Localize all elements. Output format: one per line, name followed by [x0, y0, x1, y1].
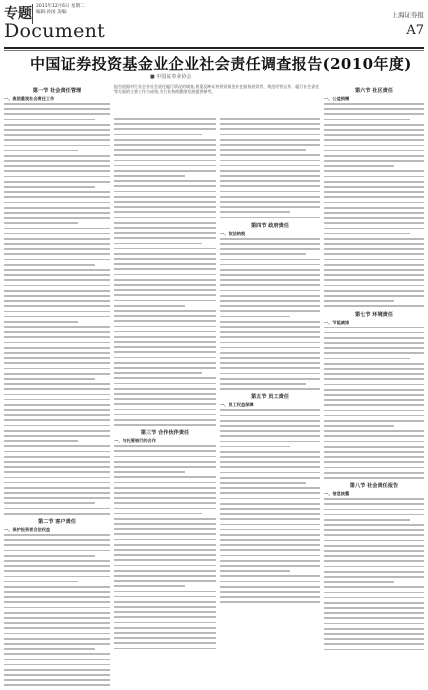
body-text [114, 118, 216, 426]
sub-heading: 一、与托管银行的合作 [114, 438, 156, 444]
sub-heading: 一、公益捐赠 [324, 96, 350, 101]
section-heading: 第六节 社区责任 [354, 88, 394, 94]
section-heading: 第三节 合作伙伴责任 [140, 430, 190, 437]
body-text [324, 103, 424, 307]
body-text [324, 498, 424, 650]
sub-heading: 一、员工权益保障 [220, 402, 254, 408]
editor-line: 编辑:孙国 美编: [36, 9, 68, 15]
section-heading: 第八节 社会责任报告 [349, 483, 399, 490]
intro-paragraph: 报告依据对行业企业社会责任履行情况的调查,着重反映证券投资基金业在服务投资者、规范经营运作、履行社会责任等方面的主要工作与成效,为行业持续健康发展提供参考。 [114, 84, 320, 95]
sub-heading: 一、保护投资者合法权益 [4, 527, 51, 532]
headline: 中国证券投资基金业企业社会责任调查报告(2010年度) [30, 55, 412, 73]
section-heading: 第四节 政府责任 [250, 222, 290, 229]
column-1 [4, 84, 110, 690]
page-code: A7 [406, 23, 424, 38]
body-text [4, 103, 110, 515]
body-text [114, 445, 216, 649]
document-label: Document [4, 20, 106, 42]
section-heading: 第一节 社会责任管理 [32, 88, 82, 94]
section-heading: 第五节 员工责任 [250, 394, 290, 401]
body-text [220, 238, 320, 390]
body-text [220, 409, 320, 603]
column-4 [324, 84, 424, 654]
date-line: 2011年12月6日 星期二 [36, 4, 85, 9]
sub-heading: 一、信息披露 [324, 491, 350, 497]
section-heading: 第七节 环境责任 [354, 311, 394, 318]
masthead-rule-thin [4, 50, 424, 51]
sub-heading: 一、节能减排 [324, 319, 350, 325]
byline: ■ 中国证券业协会 [150, 74, 192, 80]
column-2 [114, 118, 216, 653]
body-text [220, 118, 320, 218]
section-heading: 第二节 客户责任 [37, 519, 77, 525]
body-text [4, 534, 110, 686]
masthead [4, 3, 424, 51]
sub-heading: 一、高层重视社会责任工作 [4, 96, 55, 101]
body-text [324, 327, 424, 479]
paper-name: 上海证券报 [391, 11, 424, 19]
column-3 [220, 118, 320, 607]
masthead-rule [4, 47, 424, 49]
section-tag: 专题 [4, 6, 32, 22]
sub-heading: 一、依法纳税 [220, 230, 246, 236]
